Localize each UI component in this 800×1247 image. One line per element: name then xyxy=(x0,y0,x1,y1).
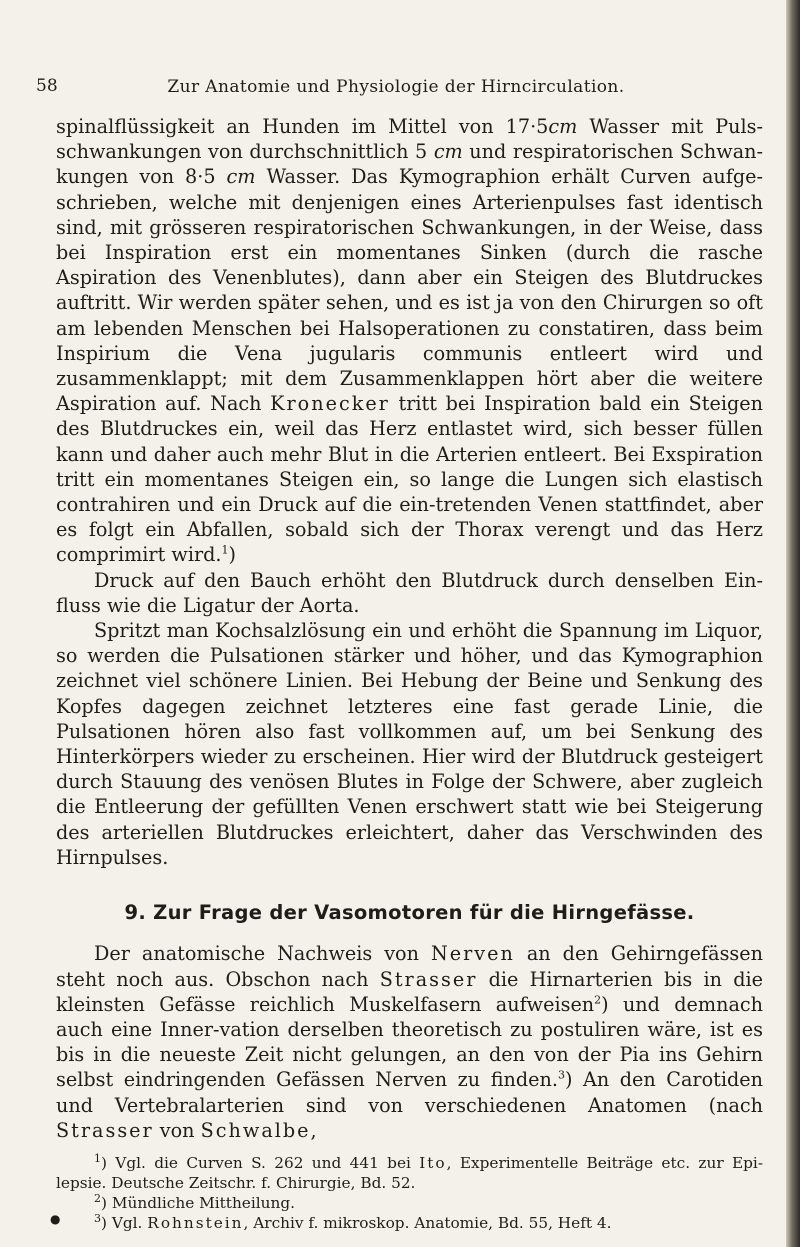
text-run: , Experimentelle Beiträge etc. zur Epi-lepsie. Deutsche Zeitschr. f. Chirurgie, Bd. 52. xyxy=(56,1153,763,1192)
running-title: Zur Anatomie und Physiologie der Hirncirculation. xyxy=(167,77,625,97)
paragraph-3: Spritzt man Kochsalzlösung ein und erhöht die Spannung im Liquor, so werden die Pulsationen stärker und höher, und das Kymographion zeichnet viel schönere Linien. Bei Hebung der Beine und Senkung des Kopfes dagegen zeichnet letzteres eine fast gerade Linie, die Pulsationen hören also fast vollkommen auf, um bei Senkung des Hinterkörpers wieder zu erscheinen. Hier wird der Blutdruck gesteigert durch Stauung des venösen Blutes in Folge der Schwere, aber zugleich die Entleerung der gefüllten Venen erschwert statt wie bei Steigerung des arteriellen Blutdruckes erleichtert, daher das Verschwinden des Hirnpulses. xyxy=(56,619,763,869)
paragraph-1 xyxy=(56,114,763,568)
footnotes xyxy=(56,1153,763,1233)
footnote-mark: 1 xyxy=(94,1151,101,1165)
author-name: Schwalbe xyxy=(200,1118,311,1142)
footnote-ref-1: 1 xyxy=(221,544,229,558)
page-edge-shadow xyxy=(786,0,800,1247)
footnote-2 xyxy=(56,1193,763,1213)
unit-cm: cm xyxy=(226,165,256,189)
author-name: Rohnstein xyxy=(147,1213,244,1232)
text-run: Der anatomische Nachweis von xyxy=(94,942,431,966)
author-name: Strasser xyxy=(56,1118,154,1142)
text-run: , Archiv f. mikroskop. Anatomie, Bd. 55, Heft 4. xyxy=(243,1213,612,1232)
author-name: Strasser xyxy=(379,967,478,991)
text-run: ) Mündliche Mittheilung. xyxy=(101,1193,296,1212)
bottom-mark: ● xyxy=(50,1212,61,1226)
footnote-mark: 2 xyxy=(94,1191,101,1205)
section-heading: 9. Zur Frage der Vasomotoren für die Hirngefässe. xyxy=(124,901,695,925)
text-run: die Hirnarterien bis in die kleinsten Gefässe reichlich Muskelfasern aufweisen xyxy=(56,967,763,1016)
unit-cm: cm xyxy=(548,115,578,138)
page-number: 58 xyxy=(36,76,58,96)
text-run: und respiratorischen Schwan-kungen von 8·5 xyxy=(56,140,763,189)
footnote-3 xyxy=(56,1213,763,1233)
paragraph-4 xyxy=(56,941,763,1143)
text-run: ) Vgl. xyxy=(101,1213,148,1232)
text-run: ) und demnach auch eine Inner-vation derselben theoretisch zu postuliren wäre, ist es bis in die neueste Zeit nicht gelungen, an den von der Pia ins Gehirn selbst eindringenden Gefässen Nerven zu finden. xyxy=(56,992,763,1092)
text-run: ) Vgl. die Curven S. 262 und 441 bei xyxy=(101,1153,420,1172)
text-run: an den Gehirngefässen steht noch aus. Obschon nach xyxy=(56,942,763,991)
footnote-ref-2: 2 xyxy=(594,993,602,1007)
footnote-mark: 3 xyxy=(94,1211,101,1225)
author-name: Ito xyxy=(419,1153,447,1172)
paragraph-2: Druck auf den Bauch erhöht den Blutdruck durch denselben Ein-fluss wie die Ligatur der Aorta. xyxy=(56,568,763,617)
text-run: tritt bei Inspiration bald ein Steigen des Blutdruckes ein, weil das Herz entlastet wird, sich besser füllen kann und daher auch mehr Blut in die Arterien entleert. Bei Exspiration tritt ein momentanes Steigen ein, so lange die Lungen sich elastisch contrahiren und ein Druck auf die ein-tretenden Venen stattfindet, aber es folgt ein Abfallen, sobald sich der Thorax verengt und das Herz comprimirt wird. xyxy=(56,392,764,567)
body-text xyxy=(56,114,763,1233)
footnote-ref-3: 3 xyxy=(557,1068,565,1082)
text-run: spinalflüssigkeit an Hunden im Mittel von 17·5 xyxy=(56,115,549,138)
footnote-1 xyxy=(56,1153,763,1193)
emphasis-term: Nerven xyxy=(430,942,515,966)
author-name: Kronecker xyxy=(270,392,390,416)
text-run: Wasser mit Puls-schwankungen von durchschnittlich 5 xyxy=(56,115,763,164)
text-run: ) An den Carotiden und Vertebralarterien sind von verschiedenen Anatomen (nach xyxy=(56,1068,763,1117)
text-run: von xyxy=(153,1118,201,1142)
text-run: Wasser. Das Kymographion erhält Curven aufge-schrieben, welche mit denjenigen eines Arterienpulses fast identisch sind, mit grösseren respiratorischen Schwankungen, in der Weise, dass bei Inspiration erst ein momentanes Sinken (durch die rasche Aspiration des Venenblutes), dann aber ein Steigen des Blutdruckes auftritt. Wir werden später sehen, und es ist ja von den Chirurgen so oft am lebenden Menschen bei Halsoperationen zu constatiren, dass beim Inspirium die Vena jugularis communis entleert wird und zusammenklappt; mit dem Zusammenklappen hört aber die weitere Aspiration auf. Nach xyxy=(56,165,763,416)
text-run: ) xyxy=(228,543,237,567)
unit-cm: cm xyxy=(433,140,463,164)
text-run: , xyxy=(310,1118,317,1142)
page-header xyxy=(36,76,756,100)
